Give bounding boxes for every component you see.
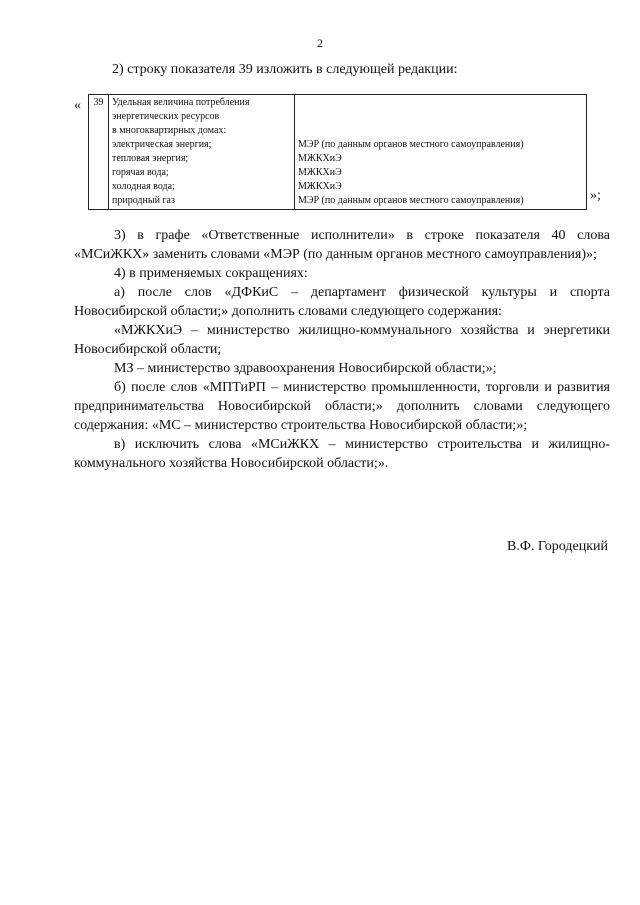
- paragraph-mzhkhie: «МЖКХиЭ – министерство жилищно-коммунального хозяйства и энергетики Новосибирской области;: [74, 323, 610, 357]
- indicator-line: в многоквартирных домах:: [112, 125, 227, 136]
- responsible-line: МЭР (по данным органов местного самоуправления): [298, 139, 524, 150]
- indicator-table: [88, 94, 587, 210]
- signature: В.Ф. Городецкий: [507, 539, 608, 554]
- indicator-line: холодная вода;: [112, 181, 175, 192]
- responsible-line: МЖКХиЭ: [298, 153, 342, 164]
- paragraph-4: 4) в применяемых сокращениях:: [114, 266, 308, 281]
- responsible-executors: [295, 95, 587, 210]
- paragraph-4b: б) после слов «МПТиРП – министерство промышленности, торговли и развития предпринимательства Новосибирской области;» дополнить словами следующего содержания: «МС – министерство строительства Новосибирской области;»;: [74, 380, 610, 433]
- indicator-number: 39: [89, 95, 109, 210]
- paragraph-4v: в) исключить слова «МСиЖКХ – министерство строительства и жилищно-коммунального хозяйства Новосибирской области;».: [74, 437, 610, 471]
- responsible-line: МЭР (по данным органов местного самоуправления): [298, 195, 524, 206]
- intro-paragraph: 2) строку показателя 39 изложить в следующей редакции:: [112, 62, 458, 77]
- quote-close: »;: [590, 188, 601, 203]
- responsible-line: МЖКХиЭ: [298, 167, 342, 178]
- indicator-line: электрическая энергия;: [112, 139, 212, 150]
- page-number: 2: [317, 36, 323, 50]
- quote-open: «: [74, 98, 81, 113]
- paragraph-4a: а) после слов «ДФКиС – департамент физической культуры и спорта Новосибирской области;» дополнить словами следующего содержания:: [74, 285, 610, 319]
- indicator-line: Удельная величина потребления: [112, 97, 250, 108]
- paragraph-3: 3) в графе «Ответственные исполнители» в строке показателя 40 слова «МСиЖКХ» заменить словами «МЭР (по данным органов местного самоуправления)»;: [74, 228, 610, 262]
- body-text: [74, 226, 610, 473]
- indicator-line: горячая вода;: [112, 167, 169, 178]
- indicator-line: энергетических ресурсов: [112, 111, 220, 122]
- responsible-line: МЖКХиЭ: [298, 181, 342, 192]
- indicator-line: природный газ: [112, 195, 175, 206]
- paragraph-mz: МЗ – министерство здравоохранения Новосибирской области;»;: [114, 361, 497, 376]
- indicator-description: [109, 95, 295, 210]
- indicator-line: тепловая энергия;: [112, 153, 189, 164]
- table-row: [89, 95, 587, 210]
